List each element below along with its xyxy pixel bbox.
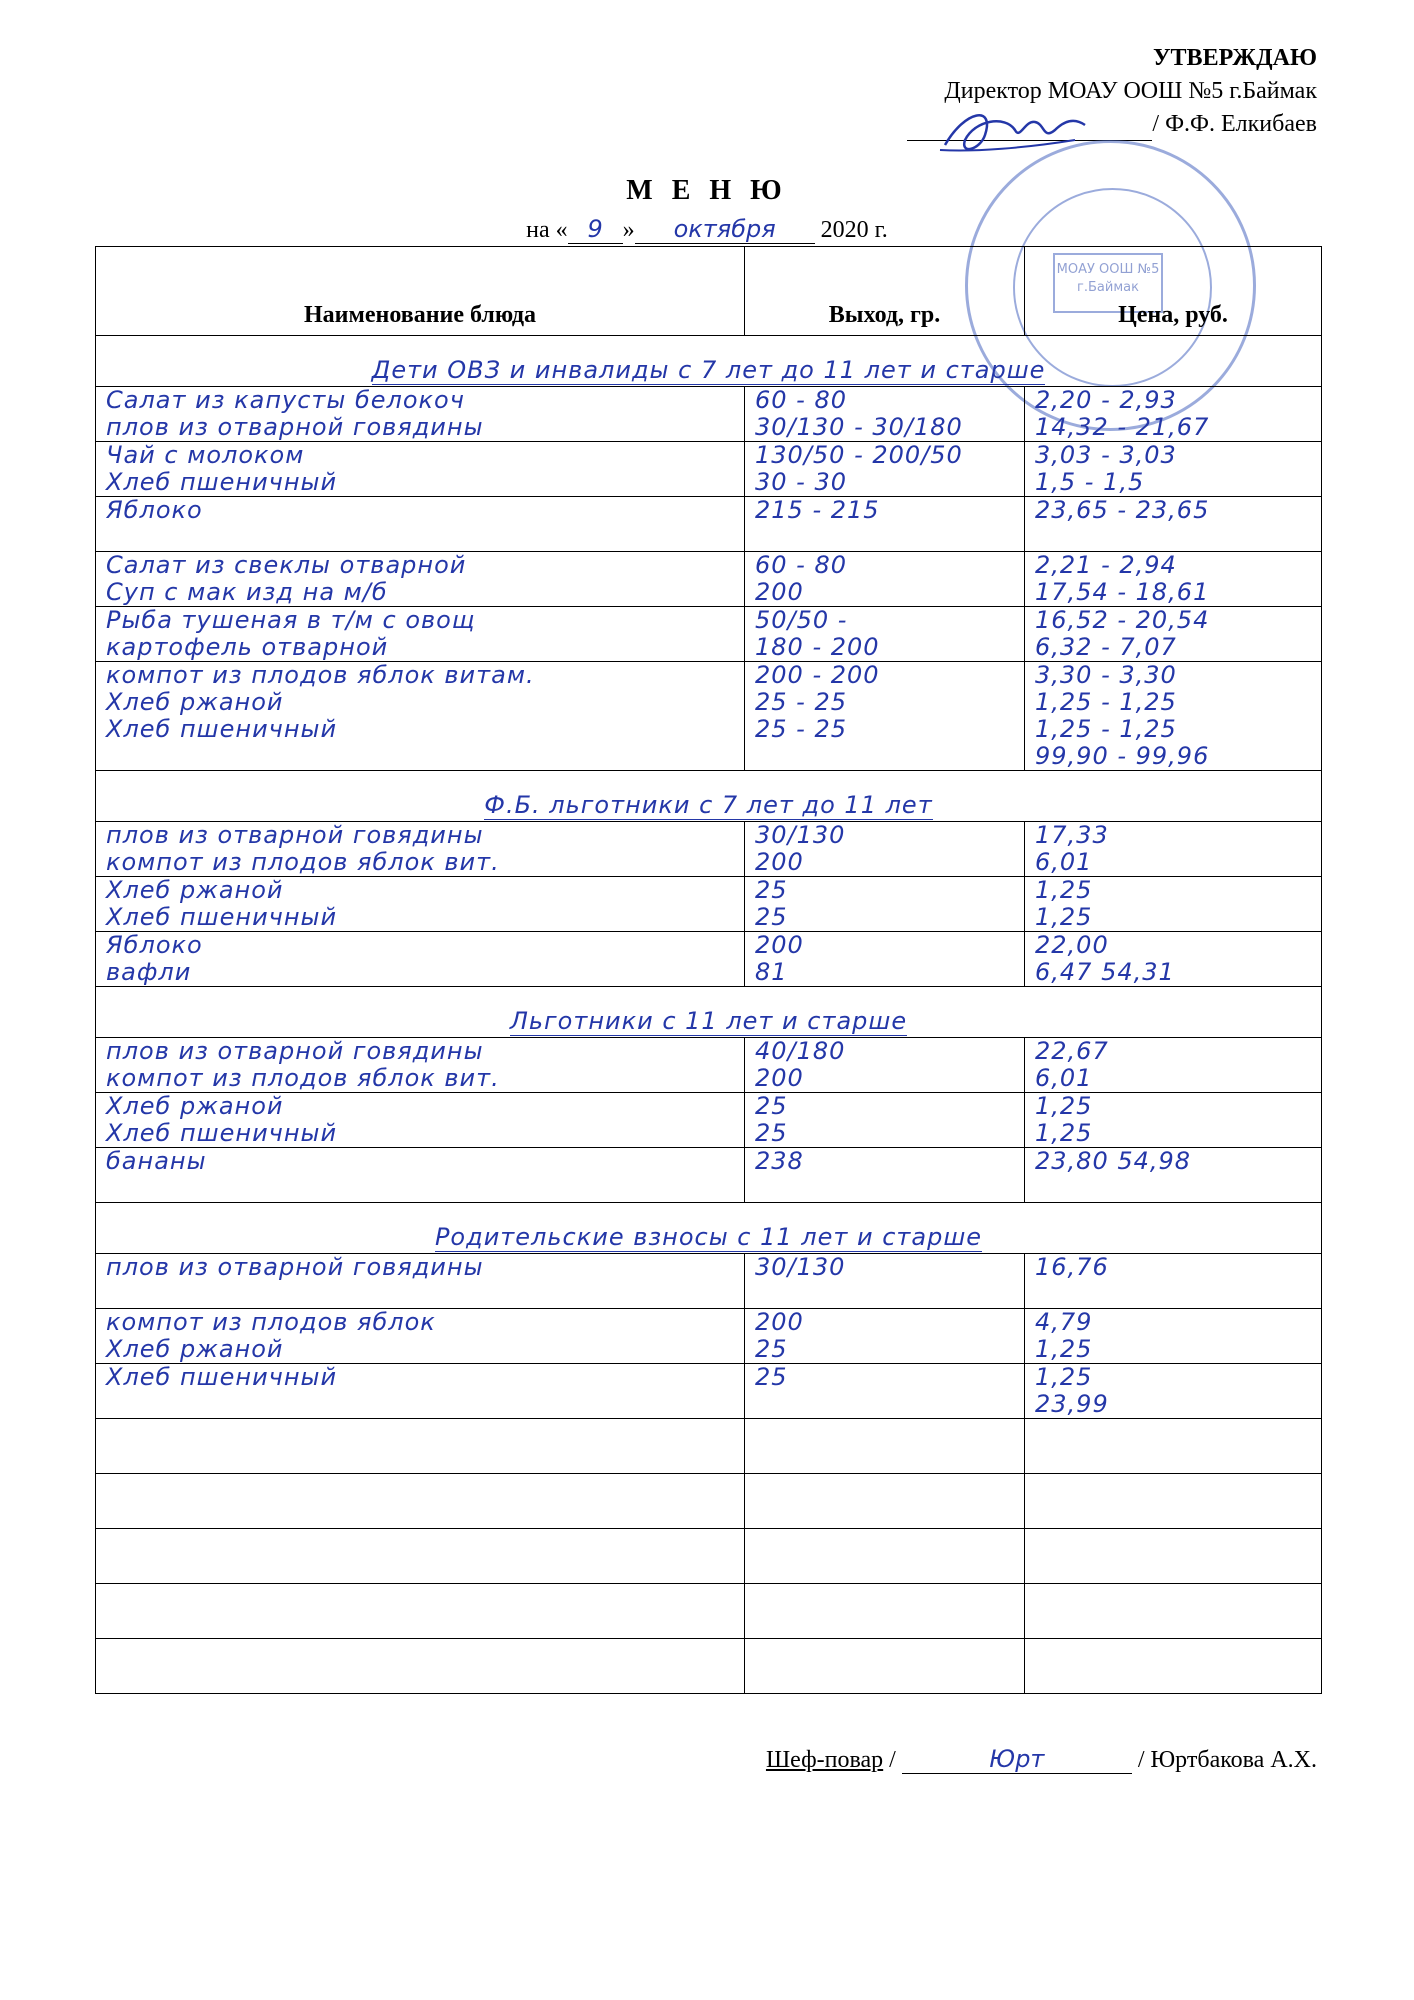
empty-cell [96, 1474, 745, 1529]
dish-cell-line: Рыба тушеная в т/м с овощ [106, 606, 476, 634]
empty-cell [96, 1419, 745, 1474]
price-cell-line: 2,21 - 2,94 [1035, 551, 1177, 579]
price-cell [1025, 1038, 1322, 1093]
dish-cell [96, 1093, 745, 1148]
price-cell-line: 1,25 [1035, 1335, 1093, 1363]
price-cell [1025, 607, 1322, 662]
output-cell [745, 552, 1025, 607]
empty-cell [1025, 1474, 1322, 1529]
price-cell-line: 23,65 - 23,65 [1035, 496, 1210, 524]
dish-cell [96, 932, 745, 987]
date-day: 9 [568, 215, 623, 244]
table-row [96, 822, 1322, 877]
empty-cell [745, 1639, 1025, 1694]
price-cell-line: 23,99 [1035, 1390, 1109, 1418]
empty-row [96, 1639, 1322, 1694]
output-cell-line: 30/130 - 30/180 [755, 413, 963, 441]
dish-cell-line: Хлеб пшеничный [106, 1363, 338, 1391]
dish-cell-line: картофель отварной [106, 633, 389, 661]
dish-cell-line: Хлеб пшеничный [106, 715, 338, 743]
empty-cell [1025, 1419, 1322, 1474]
price-cell-line [1035, 1175, 1311, 1202]
price-cell [1025, 1093, 1322, 1148]
output-cell [745, 1364, 1025, 1419]
table-row [96, 1093, 1322, 1148]
dish-cell [96, 1148, 745, 1203]
date-month: октября [635, 215, 815, 244]
output-cell-line: 25 [755, 1119, 788, 1147]
output-cell-line: 25 [755, 876, 788, 904]
price-cell-line: 1,25 [1035, 903, 1093, 931]
price-cell-line: 1,5 - 1,5 [1035, 468, 1145, 496]
output-cell-line: 200 [755, 848, 804, 876]
table-row [96, 442, 1322, 497]
dish-cell-line: Хлеб пшеничный [106, 1119, 338, 1147]
director-title: Директор МОАУ ООШ №5 г.Баймак [944, 78, 1317, 104]
seal-school: МОАУ ООШ №5 [1056, 262, 1160, 277]
dish-cell-line: плов из отварной говядины [106, 1037, 484, 1065]
dish-cell-line: Хлеб ржаной [106, 1335, 284, 1363]
price-cell-line: 6,01 [1035, 1064, 1093, 1092]
col-header-dish: Наименование блюда [96, 247, 745, 336]
section-title-lgot [96, 987, 1322, 1038]
price-cell [1025, 442, 1322, 497]
output-cell-line: 25 [755, 1363, 788, 1391]
output-cell [745, 932, 1025, 987]
section-title-parent [96, 1203, 1322, 1254]
table-row [96, 1148, 1322, 1203]
price-cell [1025, 822, 1322, 877]
page-title: М Е Н Ю [626, 175, 788, 206]
price-cell-line: 1,25 - 1,25 [1035, 688, 1177, 716]
empty-cell [96, 1584, 745, 1639]
dish-cell [96, 822, 745, 877]
empty-row [96, 1419, 1322, 1474]
price-cell-line: 6,32 - 7,07 [1035, 633, 1177, 661]
dish-cell [96, 497, 745, 552]
dish-cell-line: бананы [106, 1147, 207, 1175]
output-cell-line: 25 [755, 1335, 788, 1363]
dish-cell-line: Салат из свеклы отварной [106, 551, 467, 579]
table-row [96, 1254, 1322, 1309]
section-row [96, 987, 1322, 1038]
output-cell-line: 200 [755, 578, 804, 606]
output-cell-line: 200 [755, 1308, 804, 1336]
section-title-ovz [96, 336, 1322, 387]
price-cell [1025, 662, 1322, 771]
dish-cell [96, 607, 745, 662]
output-cell-line: 50/50 - [755, 606, 848, 634]
table-row [96, 1309, 1322, 1364]
dish-cell [96, 1309, 745, 1364]
date-mid: » [622, 217, 635, 243]
price-cell-line: 16,52 - 20,54 [1035, 606, 1210, 634]
dish-cell-line [106, 743, 734, 770]
output-cell-line: 25 [755, 903, 788, 931]
output-cell-line: 238 [755, 1147, 804, 1175]
empty-row [96, 1584, 1322, 1639]
output-cell-line: 25 - 25 [755, 688, 847, 716]
price-cell-line: 1,25 [1035, 1363, 1093, 1391]
price-cell [1025, 877, 1322, 932]
price-cell-line: 2,20 - 2,93 [1035, 386, 1177, 414]
output-cell-line [755, 524, 1014, 551]
price-cell [1025, 387, 1322, 442]
section-row [96, 1203, 1322, 1254]
dish-cell-line: Хлеб ржаной [106, 688, 284, 716]
output-cell [745, 1148, 1025, 1203]
chef-signature: Юрт [902, 1745, 1132, 1774]
output-cell-line: 60 - 80 [755, 386, 847, 414]
table-row [96, 387, 1322, 442]
dish-cell [96, 552, 745, 607]
dish-cell-line [106, 1281, 734, 1308]
output-cell-line: 30 - 30 [755, 468, 847, 496]
dish-cell-line [106, 1175, 734, 1202]
output-cell-line: 25 - 25 [755, 715, 847, 743]
output-cell-line: 81 [755, 958, 788, 986]
price-cell-line: 99,90 - 99,96 [1035, 742, 1210, 770]
output-cell-line [755, 1391, 1014, 1418]
table-row [96, 662, 1322, 771]
price-cell [1025, 1364, 1322, 1419]
section-title-parent-text: Родительские взносы с 11 лет и старше [434, 1223, 983, 1251]
output-cell [745, 1038, 1025, 1093]
output-cell-line: 30/130 [755, 821, 846, 849]
empty-cell [96, 1529, 745, 1584]
dish-cell-line: Хлеб пшеничный [106, 468, 338, 496]
table-row [96, 1038, 1322, 1093]
empty-cell [745, 1529, 1025, 1584]
director-name: / Ф.Ф. Елкибаев [1152, 111, 1317, 137]
dish-cell-line: Хлеб ржаной [106, 876, 284, 904]
dish-cell-line: Чай с молоком [106, 441, 305, 469]
dish-cell [96, 1364, 745, 1419]
output-cell-line: 40/180 [755, 1037, 846, 1065]
table-row [96, 1364, 1322, 1419]
output-cell-line: 30/130 [755, 1253, 846, 1281]
dish-cell-line: Яблоко [106, 496, 203, 524]
chef-signature-block [766, 1745, 1317, 1774]
output-cell-line [755, 1281, 1014, 1308]
table-row [96, 607, 1322, 662]
price-cell [1025, 1148, 1322, 1203]
price-cell-line: 1,25 [1035, 1119, 1093, 1147]
section-title-fb-text: Ф.Б. льготники с 7 лет до 11 лет [484, 791, 933, 819]
price-cell-line: 1,25 [1035, 1092, 1093, 1120]
dish-cell-line: Суп с мак изд на м/б [106, 578, 388, 606]
output-cell-line: 200 - 200 [755, 661, 880, 689]
empty-cell [745, 1584, 1025, 1639]
dish-cell-line: Яблоко [106, 931, 203, 959]
dish-cell-line: компот из плодов яблок [106, 1308, 436, 1336]
output-cell-line [755, 743, 1014, 770]
table-row [96, 552, 1322, 607]
output-cell [745, 497, 1025, 552]
empty-cell [1025, 1584, 1322, 1639]
empty-row [96, 1474, 1322, 1529]
dish-cell [96, 387, 745, 442]
dish-cell-line [106, 1391, 734, 1418]
output-cell [745, 442, 1025, 497]
seal-town: г.Баймак [1077, 280, 1139, 295]
section-title-lgot-text: Льготники с 11 лет и старше [509, 1007, 908, 1035]
price-cell-line: 3,03 - 3,03 [1035, 441, 1177, 469]
price-cell-line: 6,01 [1035, 848, 1093, 876]
chef-sep: / [889, 1747, 896, 1773]
empty-cell [1025, 1639, 1322, 1694]
output-cell-line: 200 [755, 931, 804, 959]
empty-cell [96, 1639, 745, 1694]
dish-cell [96, 877, 745, 932]
output-cell [745, 387, 1025, 442]
price-cell-line: 4,79 [1035, 1308, 1093, 1336]
price-cell [1025, 932, 1322, 987]
dish-cell-line [106, 524, 734, 551]
dish-cell-line: плов из отварной говядины [106, 413, 484, 441]
col-header-output: Выход, гр. [745, 247, 1025, 336]
section-title-fb [96, 771, 1322, 822]
price-cell-line [1035, 524, 1311, 551]
output-cell-line [755, 1175, 1014, 1202]
price-cell [1025, 552, 1322, 607]
price-cell-line [1035, 1281, 1311, 1308]
chef-role: Шеф-повар [765, 1747, 884, 1773]
price-cell-line: 14,32 - 21,67 [1035, 413, 1210, 441]
approval-heading: УТВЕРЖДАЮ [1152, 45, 1317, 71]
dish-cell-line: вафли [106, 958, 192, 986]
price-cell [1025, 1254, 1322, 1309]
price-cell-line: 17,54 - 18,61 [1035, 578, 1210, 606]
dish-cell-line: плов из отварной говядины [106, 821, 484, 849]
price-cell [1025, 497, 1322, 552]
dish-cell-line: Хлеб пшеничный [106, 903, 338, 931]
dish-cell-line: плов из отварной говядины [106, 1253, 484, 1281]
price-cell-line: 1,25 - 1,25 [1035, 715, 1177, 743]
date-year: 2020 г. [820, 217, 888, 243]
empty-row [96, 1529, 1322, 1584]
price-cell-line: 1,25 [1035, 876, 1093, 904]
table-row [96, 497, 1322, 552]
output-cell-line: 180 - 200 [755, 633, 880, 661]
section-title-ovz-text: Дети ОВЗ и инвалиды с 7 лет до 11 лет и старше [371, 356, 1046, 384]
date-line [0, 215, 1414, 244]
dish-cell [96, 442, 745, 497]
price-cell-line: 22,00 [1035, 931, 1109, 959]
dish-cell-line: компот из плодов яблок вит. [106, 1064, 500, 1092]
price-cell-line: 17,33 [1035, 821, 1109, 849]
empty-cell [1025, 1529, 1322, 1584]
dish-cell-line: Хлеб ржаной [106, 1092, 284, 1120]
table-header-row [96, 247, 1322, 336]
dish-cell-line: компот из плодов яблок витам. [106, 661, 535, 689]
price-cell-line: 22,67 [1035, 1037, 1109, 1065]
output-cell [745, 607, 1025, 662]
price-cell-line: 3,30 - 3,30 [1035, 661, 1177, 689]
output-cell [745, 1309, 1025, 1364]
section-row [96, 771, 1322, 822]
col-header-price: Цена, руб. [1025, 247, 1322, 336]
price-cell [1025, 1309, 1322, 1364]
table-row [96, 877, 1322, 932]
dish-cell-line: компот из плодов яблок вит. [106, 848, 500, 876]
output-cell [745, 1093, 1025, 1148]
output-cell-line: 215 - 215 [755, 496, 880, 524]
date-prefix: на « [526, 217, 568, 243]
dish-cell [96, 1254, 745, 1309]
output-cell-line: 25 [755, 1092, 788, 1120]
price-cell-line: 16,76 [1035, 1253, 1109, 1281]
menu-table [95, 246, 1322, 1694]
empty-cell [745, 1474, 1025, 1529]
output-cell [745, 877, 1025, 932]
output-cell [745, 662, 1025, 771]
price-cell-line: 6,47 54,31 [1035, 958, 1175, 986]
table-row [96, 932, 1322, 987]
dish-cell [96, 662, 745, 771]
output-cell-line: 60 - 80 [755, 551, 847, 579]
dish-cell [96, 1038, 745, 1093]
output-cell-line: 130/50 - 200/50 [755, 441, 963, 469]
output-cell [745, 1254, 1025, 1309]
section-row [96, 336, 1322, 387]
price-cell-line: 23,80 54,98 [1035, 1147, 1192, 1175]
empty-cell [745, 1419, 1025, 1474]
output-cell [745, 822, 1025, 877]
dish-cell-line: Салат из капусты белокоч [106, 386, 465, 414]
output-cell-line: 200 [755, 1064, 804, 1092]
chef-name: / Юртбакова А.Х. [1137, 1747, 1317, 1773]
